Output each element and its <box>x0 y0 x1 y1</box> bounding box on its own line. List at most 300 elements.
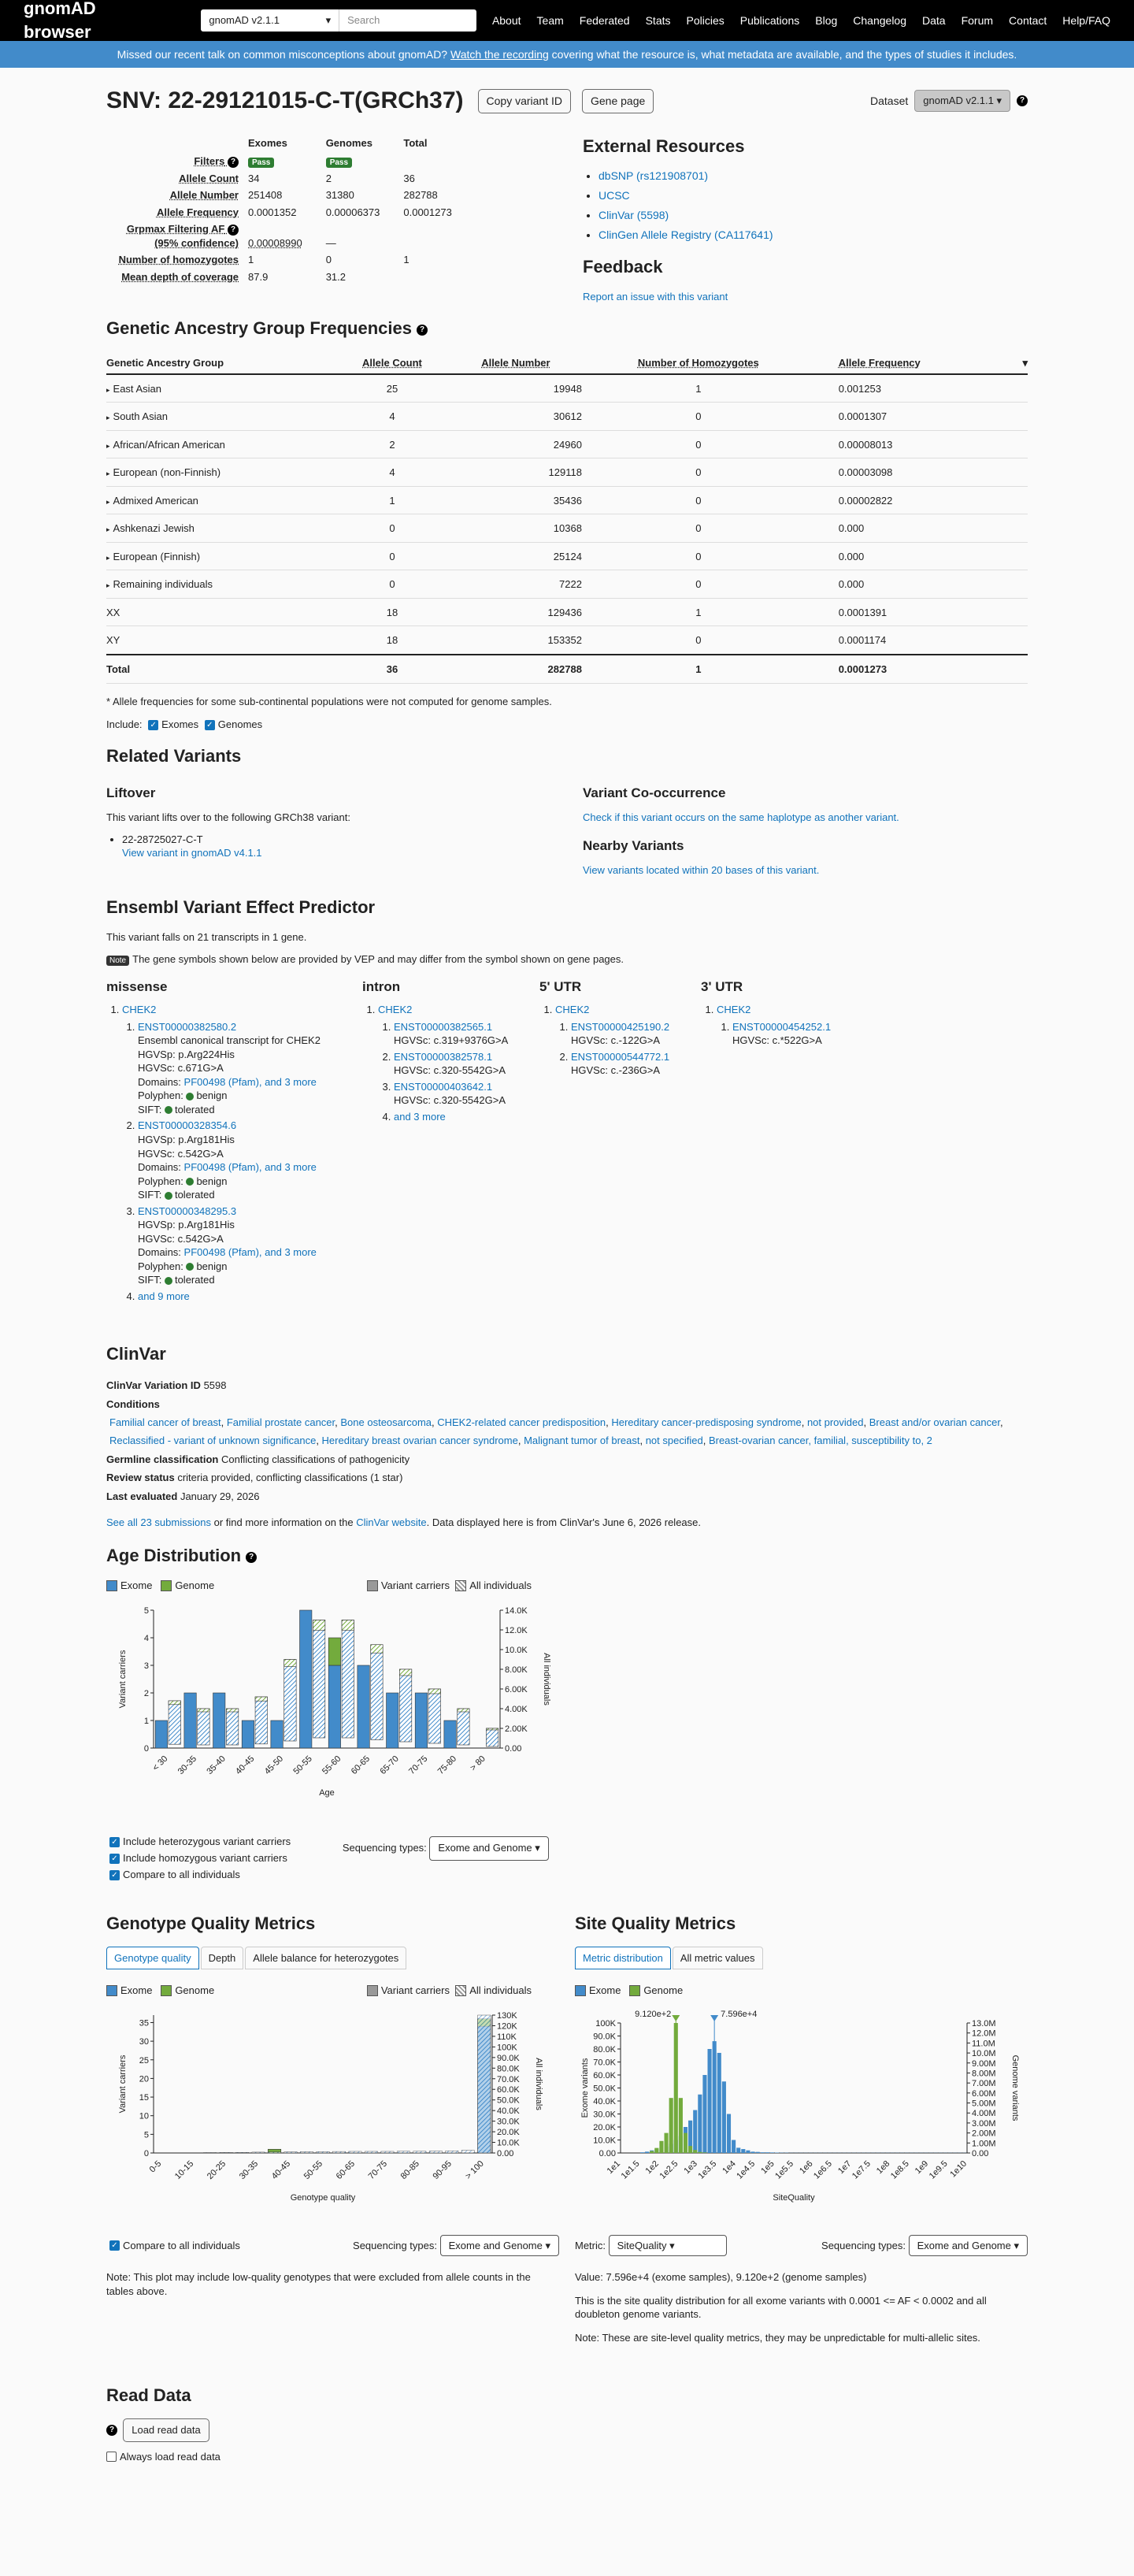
exome-bar <box>765 2152 769 2153</box>
announcement-banner: Missed our recent talk on common misconceptions about gnomAD? Watch the recording covering what the resource is, what metadata are available, and the types of studies it includes. <box>0 41 1134 68</box>
y2-tick-label: 60.0K <box>497 2084 520 2095</box>
exome-swatch <box>575 1985 586 1996</box>
condition-link[interactable]: Familial prostate cancer <box>226 1416 335 1428</box>
pass-badge: Pass <box>326 158 352 168</box>
all-individuals-genome-bar <box>226 1709 238 1712</box>
y2-tick-label: 10.0K <box>497 2138 520 2148</box>
genome-arrow-icon <box>672 2015 680 2021</box>
pfam-link[interactable]: PF00498 (Pfam) <box>183 1246 259 1259</box>
exome-bar <box>761 2152 765 2153</box>
exome-value-label: 7.596e+4 <box>721 2009 758 2019</box>
genome-bar <box>665 2132 669 2152</box>
y2-tick-label: 3.00M <box>972 2118 996 2129</box>
nav-link[interactable]: Contact <box>1009 13 1047 27</box>
transcript-link[interactable]: ENST00000425190.2 <box>571 1020 670 1033</box>
nav-link[interactable]: Forum <box>961 13 994 27</box>
exome-bar <box>702 2075 706 2153</box>
exome-bar <box>415 1693 427 1748</box>
logo[interactable]: gnomAD browser <box>24 0 96 42</box>
expand-caret-icon[interactable]: ▸ <box>106 470 110 478</box>
table-row[interactable]: ▸ European (Finnish) 0 25124 0 0.000 <box>106 542 1028 570</box>
genome-bar <box>654 2147 658 2152</box>
x-tick-label: 70-75 <box>407 1754 430 1776</box>
dataset-label: Dataset <box>870 94 909 107</box>
x-tick-label: 30-35 <box>176 1754 199 1776</box>
y-tick-label: 1 <box>143 1716 149 1726</box>
read-help-icon[interactable]: ? <box>106 2425 117 2436</box>
condition-link[interactable]: Reclassified - variant of unknown significance <box>109 1435 317 1447</box>
sq-legend: Exome Genome <box>575 1984 1028 1998</box>
age-help-icon[interactable]: ? <box>246 1552 257 1563</box>
genome-swatch <box>629 1985 640 1996</box>
ancestry-help-icon[interactable]: ? <box>417 325 428 336</box>
y2-tick-label: 4.00M <box>972 2108 996 2118</box>
y-tick-label: 60.0K <box>593 2070 616 2080</box>
y-tick-label: 25 <box>139 2055 149 2066</box>
table-row: XX 18 129436 1 0.0001391 <box>106 598 1028 626</box>
y2-tick-label: 10.0K <box>505 1645 528 1655</box>
y2-tick-label: 90.0K <box>497 2053 520 2063</box>
tolerated-dot-icon <box>165 1277 172 1285</box>
all-individuals-bar <box>284 2151 297 2152</box>
transcript-link[interactable]: ENST00000454252.1 <box>732 1020 832 1033</box>
genome-bar <box>679 2098 683 2153</box>
tab-metric-distribution[interactable]: Metric distribution <box>575 1947 671 1970</box>
include-row: Include: ✓ Exomes ✓ Genomes <box>106 718 263 731</box>
y2-tick-label: 8.00K <box>505 1665 528 1675</box>
genome-bar <box>688 2146 692 2153</box>
table-row[interactable]: ▸ African/African American 2 24960 0 0.00008013 <box>106 430 1028 458</box>
clingen-link[interactable]: ClinGen Allele Registry (CA117641) <box>598 228 773 241</box>
x-tick-label: 55-60 <box>321 1754 343 1776</box>
dbsnp-link[interactable]: dbSNP (rs121908701) <box>598 169 709 183</box>
exome-bar <box>640 2152 644 2153</box>
sq-title: Site Quality Metrics <box>575 1913 736 1933</box>
y2-tick-label: 5.00M <box>972 2099 996 2109</box>
y2-axis-label: Genome variants <box>1010 2054 1020 2121</box>
nav-link[interactable]: Federated <box>579 13 630 27</box>
clinvar-website-link[interactable]: ClinVar website <box>356 1516 427 1528</box>
all-individuals-genome-bar <box>284 1659 296 1666</box>
y-tick-label: 40.0K <box>593 2096 616 2106</box>
x-tick-label: 40-45 <box>234 1754 257 1776</box>
nearby-title: Nearby Variants <box>583 837 684 853</box>
carriers-swatch <box>367 1985 378 1996</box>
y2-tick-label: 6.00K <box>505 1684 528 1694</box>
metric-select[interactable]: SiteQuality ▾ <box>609 2235 727 2257</box>
tab-genotype-quality[interactable]: Genotype quality <box>106 1947 199 1970</box>
age-legend: Exome Genome Variant carriers All individuals <box>106 1579 532 1593</box>
all-individuals-bar <box>317 2151 329 2153</box>
condition-link[interactable]: CHEK2-related cancer predisposition <box>437 1416 606 1428</box>
transcript-link[interactable]: ENST00000382580.2 <box>138 1020 237 1033</box>
table-row[interactable]: ▸ Admixed American 1 35436 0 0.00002822 <box>106 486 1028 514</box>
transcript-link[interactable]: ENST00000348295.3 <box>138 1204 237 1217</box>
y-tick-label: 3 <box>143 1661 149 1671</box>
nav-link[interactable]: Changelog <box>853 13 907 27</box>
all-individuals-bar <box>300 2151 313 2153</box>
y2-tick-label: 20.0K <box>497 2127 520 2137</box>
exome-bar <box>387 1693 398 1748</box>
age-title: Age Distribution ? <box>106 1544 1028 1568</box>
condition-link[interactable]: Breast-ovarian cancer, familial, susceptibility to, 2 <box>708 1435 932 1447</box>
read-data-title: Read Data <box>106 2385 191 2406</box>
y-tick-label: 30.0K <box>593 2110 616 2120</box>
gq-compare-checkbox[interactable]: ✓ <box>109 2240 120 2251</box>
help-icon[interactable]: ? <box>1017 95 1028 106</box>
genome-swatch <box>161 1985 172 1996</box>
x-tick-label: 50-55 <box>302 2158 325 2181</box>
expand-caret-icon[interactable]: ▸ <box>106 581 110 590</box>
x-tick-label: 45-50 <box>262 1754 286 1776</box>
all-individuals-bar <box>478 2015 491 2153</box>
exome-bar <box>444 1720 456 1748</box>
exome-bar <box>746 2150 750 2152</box>
y2-tick-label: 7.00M <box>972 2078 996 2088</box>
all-individuals-bar <box>397 2151 410 2152</box>
y-tick-label: 5 <box>143 1605 149 1616</box>
copy-variant-id-button[interactable]: Copy variant ID <box>478 89 571 113</box>
y2-tick-label: 100K <box>497 2043 517 2053</box>
related-title: Related Variants <box>106 745 242 766</box>
clinvar-section: ClinVar Variation ID 5598 Conditions Familial cancer of breast, Familial prostate cancer, Bone osteosarcoma, CHEK2-related cancer predisposition, Hereditary cancer-predisposing syndrome, not provided, Breast and/or ovarian cancer, Reclassified - variant of unknown significance, Hereditary breast ovarian cancer syndrome, Malignant tumor of breast, not specified, Breast-ovarian cancer, familial, susceptibility to, 2 Germline classification Conflicting classifications of pathogenicity Review status criteria provided, conflicting classifications (1 star) Last evaluated January 29, 2026 See all 23 submissions or find more information on the ClinVar website. Data displayed here is from ClinVar's June 6, 2026 release. <box>106 1379 1003 1528</box>
x-tick-label: 1e4 <box>721 2158 738 2176</box>
chevron-down-icon: ▾ <box>325 14 332 27</box>
condition-link[interactable]: Breast and/or ovarian cancer <box>869 1416 1000 1428</box>
gq-legend: Exome Genome Variant carriers All individuals <box>106 1984 532 1998</box>
genome-swatch <box>161 1580 172 1591</box>
y2-tick-label: 10.0M <box>972 2048 996 2058</box>
genome-bar <box>684 2132 687 2152</box>
nav-link[interactable]: Data <box>922 13 946 27</box>
table-row[interactable]: ▸ East Asian 25 19948 1 0.001253 <box>106 374 1028 403</box>
all-individuals-exome-bar <box>284 1659 296 1741</box>
gq-title: Genotype Quality Metrics <box>106 1913 316 1933</box>
exome-bar <box>756 2151 760 2152</box>
x-tick-label: 65-70 <box>378 1754 401 1776</box>
x-tick-label: 10-15 <box>172 2158 196 2181</box>
dataset-dropdown[interactable]: gnomAD v2.1.1 ▾ <box>914 90 1010 112</box>
tab-all-metric-values[interactable]: All metric values <box>673 1947 763 1970</box>
table-row: Total 36 282788 1 0.0001273 <box>106 655 1028 683</box>
all-individuals-genome-bar <box>313 1620 324 1630</box>
col-allele-frequency[interactable]: Allele Frequency <box>838 357 921 369</box>
all-individuals-exome-bar <box>198 1709 209 1745</box>
carriers-swatch <box>367 1580 378 1591</box>
condition-link[interactable]: not specified <box>645 1435 703 1447</box>
y2-tick-label: 110K <box>497 2032 517 2042</box>
all-individuals-swatch <box>455 1985 466 1996</box>
y-tick-label: 0.00 <box>598 2148 616 2158</box>
view-v4-link[interactable]: View variant in gnomAD v4.1.1 <box>122 847 262 859</box>
nav-link[interactable]: Blog <box>815 13 838 27</box>
feedback-title: Feedback <box>583 256 663 277</box>
all-individuals-exome-bar <box>226 1709 238 1745</box>
vep-consequences: missense 1. CHEK2 1. ENST00000382580.2 Ensembl canonical transcript for CHEK2 HGVSp: p.Arg224His HGVSc: c.671G>A Domains: PF00498 (Pfam), and 3 more Polyphen: benign SIFT: tolerated 2. ENST00000328354.6 HGVSp: p.Arg181His HGVSc: c.542G>A Domains: PF00498 (Pfam), and 3 more Polyphen: benign SIFT: tolerated 3. ENST00000348295.3 HGVSp: p.Arg181His HGVSc: c.542G>A Domains: PF00498 (Pfam), and 3 more Polyphen: benign SIFT: tolerated 4. and 9 more intron 1. CHEK2 1. ENST00000382565.1 HGVSc: c.319+9376G>A 2. ENST00000382578.1 HGVSc: c.320-5542G>A 3. ENST00000403642.1 HGVSc: c.320-5542G>A 4. and 3 more 5' UTR 1. CHEK2 1. ENST00000425190.2 HGVSc: c.-122G>A 2. ENST00000544772.1 HGVSc: c.-236G>A 3' UTR 1. CHEK2 1. ENST00000454252.1 HGVSc: c.*522G>A <box>106 978 1028 1305</box>
x-tick-label: 1e6.5 <box>812 2158 835 2181</box>
y2-tick-label: 4.00K <box>505 1704 528 1714</box>
condition-link[interactable]: Bone osteosarcoma <box>340 1416 432 1428</box>
all-individuals-bar <box>203 2152 216 2153</box>
all-individuals-genome-bar <box>458 1709 469 1712</box>
transcript-link[interactable]: ENST00000382565.1 <box>394 1020 493 1033</box>
exomes-checkbox[interactable]: ✓ <box>148 720 158 730</box>
dataset-select[interactable]: gnomAD v2.1.1 ▾ <box>201 9 339 32</box>
all-individuals-genome-bar <box>255 1697 267 1701</box>
gq-seq-type-select[interactable]: Exome and Genome ▾ <box>440 2235 559 2257</box>
and-3-more-link[interactable]: and 3 more <box>394 1110 446 1123</box>
homozygous-checkbox[interactable]: ✓ <box>109 1854 120 1864</box>
exome-bar <box>242 1720 254 1748</box>
exome-bar <box>708 2049 712 2153</box>
col-homozygotes[interactable]: Number of Homozygotes <box>637 357 759 369</box>
condition-link[interactable]: Familial cancer of breast <box>109 1416 221 1428</box>
table-row[interactable]: ▸ South Asian 4 30612 0 0.0001307 <box>106 403 1028 431</box>
all-individuals-bar <box>235 2152 248 2153</box>
ucsc-link[interactable]: UCSC <box>598 189 630 202</box>
compare-all-checkbox[interactable]: ✓ <box>109 1870 120 1880</box>
all-individuals-exome-bar <box>313 1620 324 1738</box>
exome-bar <box>727 2114 731 2153</box>
table-row[interactable]: ▸ European (non-Finnish) 4 129118 0 0.00003098 <box>106 458 1028 487</box>
always-load-checkbox[interactable] <box>106 2452 117 2462</box>
exome-swatch <box>106 1985 117 1996</box>
tab-depth[interactable]: Depth <box>201 1947 244 1970</box>
nav-link[interactable]: Publications <box>739 13 800 27</box>
exome-bar <box>271 1720 283 1748</box>
x-axis-label: Genotype quality <box>290 2192 356 2203</box>
genomes-checkbox[interactable]: ✓ <box>205 720 215 730</box>
y-tick-label: 50.0K <box>593 2084 616 2094</box>
condition-link[interactable]: not provided <box>806 1416 864 1428</box>
x-tick-label: 75-80 <box>435 1754 459 1776</box>
nav-link[interactable]: About <box>491 13 521 27</box>
condition-link[interactable]: Malignant tumor of breast <box>524 1435 640 1447</box>
x-tick-label: 60-65 <box>334 2158 358 2181</box>
x-tick-label: > 80 <box>468 1754 487 1773</box>
x-tick-label: 1e1 <box>605 2158 623 2176</box>
expand-caret-icon[interactable]: ▸ <box>106 525 110 534</box>
exome-arrow-icon <box>710 2015 718 2021</box>
y-tick-label: 70.0K <box>593 2058 616 2068</box>
exome-bar <box>300 1610 312 1748</box>
benign-dot-icon <box>186 1093 194 1101</box>
all-individuals-bar <box>413 2151 426 2152</box>
all-submissions-link[interactable]: See all 23 submissions <box>106 1516 211 1528</box>
expand-caret-icon[interactable]: ▸ <box>106 497 110 506</box>
vep-title: Ensembl Variant Effect Predictor <box>106 897 376 918</box>
expand-caret-icon[interactable]: ▸ <box>106 553 110 562</box>
all-individuals-exome-bar <box>458 1709 469 1745</box>
all-individuals-bar <box>349 2151 361 2153</box>
benign-dot-icon <box>186 1178 194 1186</box>
y2-tick-label: 9.00M <box>972 2058 996 2069</box>
pfam-link[interactable]: PF00498 (Pfam) <box>183 1075 259 1088</box>
genome-bar <box>669 2098 673 2153</box>
expand-caret-icon[interactable]: ▸ <box>106 441 110 450</box>
all-individuals-genome-bar <box>198 1709 209 1712</box>
x-tick-label: 1e10 <box>948 2158 969 2180</box>
y-axis-label: Variant carriers <box>118 2054 128 2114</box>
genome-bar <box>650 2151 654 2153</box>
and-9-more-link[interactable]: and 9 more <box>138 1290 190 1302</box>
expand-caret-icon[interactable]: ▸ <box>106 414 110 422</box>
ancestry-table <box>106 351 1028 684</box>
transcript-link[interactable]: ENST00000382578.1 <box>394 1050 493 1063</box>
gene-link[interactable]: CHEK2 <box>122 1004 157 1016</box>
y2-tick-label: 120K <box>497 2021 517 2032</box>
x-tick-label: < 30 <box>150 1754 170 1773</box>
genome-bar <box>698 2151 702 2152</box>
y2-tick-label: 12.0K <box>505 1625 528 1635</box>
expand-caret-icon[interactable]: ▸ <box>106 385 110 394</box>
transcript-link[interactable]: ENST00000328354.6 <box>138 1119 237 1132</box>
all-individuals-genome-bar <box>371 1644 383 1653</box>
table-row[interactable]: ▸ Remaining individuals 0 7222 0 0.000 <box>106 570 1028 599</box>
col-allele-number[interactable]: Allele Number <box>481 357 550 369</box>
x-tick-label: 1e5.5 <box>773 2158 796 2181</box>
watch-recording-link[interactable]: Watch the recording <box>450 47 549 61</box>
genome-bar <box>693 2150 697 2153</box>
gene-page-button[interactable]: Gene page <box>582 89 654 113</box>
nav-link[interactable]: Help/FAQ <box>1062 13 1110 27</box>
y-tick-label: 5 <box>143 2129 149 2140</box>
nav-links <box>476 13 1110 28</box>
table-row: XY 18 153352 0 0.0001174 <box>106 626 1028 655</box>
all-individuals-exome-bar <box>399 1669 411 1742</box>
y2-tick-label: 2.00K <box>505 1724 528 1734</box>
exome-bar <box>358 1665 369 1748</box>
y2-tick-label: 11.0M <box>972 2039 995 2049</box>
x-tick-label: 1e2 <box>643 2158 662 2176</box>
x-tick-label: 1e8.5 <box>888 2158 911 2181</box>
x-tick-label: 90-95 <box>431 2158 454 2181</box>
y2-tick-label: 0.00 <box>972 2148 989 2158</box>
gene-link[interactable]: CHEK2 <box>555 1004 590 1016</box>
load-read-data-button[interactable]: Load read data <box>123 2418 209 2442</box>
x-tick-label: 1e8 <box>874 2158 892 2176</box>
y2-tick-label: 2.00M <box>972 2129 996 2139</box>
y-axis-label: Variant carriers <box>118 1650 128 1708</box>
all-individuals-genome-bar <box>169 1701 180 1705</box>
x-tick-label: 1e5 <box>759 2158 776 2176</box>
all-individuals-exome-bar <box>486 1728 498 1746</box>
y2-tick-label: 8.00M <box>972 2069 996 2079</box>
grpmax-help-icon[interactable]: ? <box>228 225 239 236</box>
exome-swatch <box>106 1580 117 1591</box>
sq-seq-type-select[interactable]: Exome and Genome ▾ <box>909 2235 1028 2257</box>
all-individuals-bar <box>220 2152 232 2153</box>
y-tick-label: 0 <box>143 2148 149 2158</box>
external-links <box>598 169 1028 243</box>
x-tick-label: 30-35 <box>237 2158 261 2181</box>
exome-bar <box>155 1720 167 1748</box>
y-tick-label: 35 <box>139 2018 149 2029</box>
all-individuals-exome-bar <box>371 1644 383 1739</box>
gene-link[interactable]: CHEK2 <box>717 1004 751 1016</box>
genome-bar <box>702 2152 706 2153</box>
exome-bar <box>328 1665 340 1748</box>
y-tick-label: 0 <box>143 1743 149 1754</box>
all-individuals-swatch <box>455 1580 466 1591</box>
transcript-link[interactable]: ENST00000544772.1 <box>571 1050 670 1063</box>
y2-tick-label: 1.00M <box>972 2138 996 2148</box>
x-tick-label: 20-25 <box>205 2158 228 2181</box>
clinvar-link[interactable]: ClinVar (5598) <box>598 208 669 221</box>
nav-link[interactable]: Team <box>536 13 564 27</box>
tolerated-dot-icon <box>165 1106 172 1114</box>
x-tick-label: 35-40 <box>205 1754 228 1776</box>
x-tick-label: 60-65 <box>349 1754 372 1776</box>
exome-bar <box>698 2094 702 2152</box>
cooccurrence-link[interactable]: Check if this variant occurs on the same haplotype as another variant. <box>583 811 899 824</box>
x-tick-label: 80-85 <box>398 2158 421 2181</box>
x-tick-label: 1e6 <box>798 2158 815 2176</box>
transcript-link[interactable]: ENST00000403642.1 <box>394 1080 493 1093</box>
exome-bar <box>732 2140 736 2153</box>
top-navbar <box>0 0 1134 41</box>
y-tick-label: 20.0K <box>593 2122 616 2132</box>
genotype-quality-chart <box>106 2007 555 2220</box>
y-tick-label: 20 <box>139 2074 149 2084</box>
cooccurrence-title: Variant Co-occurrence <box>583 785 726 801</box>
y-tick-label: 100K <box>595 2018 616 2029</box>
y2-tick-label: 30.0K <box>497 2117 520 2127</box>
search-input[interactable]: Search <box>339 9 476 32</box>
condition-link[interactable]: Hereditary cancer-predisposing syndrome <box>611 1416 802 1428</box>
report-issue-link[interactable]: Report an issue with this variant <box>583 291 728 303</box>
col-allele-count[interactable]: Allele Count <box>362 357 422 369</box>
filters-help-icon[interactable]: ? <box>228 157 239 168</box>
table-row[interactable]: ▸ Ashkenazi Jewish 0 10368 0 0.000 <box>106 514 1028 543</box>
all-individuals-genome-bar <box>486 1728 498 1730</box>
ancestry-title: Genetic Ancestry Group Frequencies ? <box>106 317 1028 340</box>
nav-link[interactable]: Policies <box>686 13 724 27</box>
x-tick-label: 40-45 <box>269 2158 293 2181</box>
nav-link[interactable]: Stats <box>645 13 671 27</box>
x-tick-label: 1e1.5 <box>619 2158 642 2181</box>
tab-allele-balance[interactable]: Allele balance for heterozygotes <box>245 1947 406 1970</box>
col-group[interactable]: Genetic Ancestry Group <box>106 351 335 374</box>
y2-tick-label: 14.0K <box>505 1605 528 1616</box>
liftover-title: Liftover <box>106 785 156 801</box>
note-badge: Note <box>106 956 129 966</box>
all-individuals-bar <box>268 2151 280 2152</box>
nearby-link[interactable]: View variants located within 20 bases of this variant. <box>583 863 820 876</box>
all-individuals-exome-bar <box>342 1620 354 1738</box>
heterozygous-checkbox[interactable]: ✓ <box>109 1837 120 1847</box>
x-tick-label: 1e2.5 <box>658 2158 680 2181</box>
y-tick-label: 30 <box>139 2036 149 2047</box>
age-seq-type-select[interactable]: Exome and Genome ▾ <box>429 1836 548 1861</box>
exome-bar <box>741 2149 745 2153</box>
exome-bar <box>736 2147 740 2153</box>
x-tick-label: 1e7 <box>836 2158 854 2176</box>
gq-tabs <box>106 1947 559 1970</box>
y-tick-label: 10 <box>139 2111 149 2121</box>
x-tick-label: 0-5 <box>147 2158 164 2175</box>
all-individuals-bar <box>252 2152 265 2153</box>
all-individuals-genome-bar <box>342 1620 354 1630</box>
pass-badge: Pass <box>248 158 274 168</box>
x-tick-label: > 100 <box>463 2158 486 2181</box>
gene-link[interactable]: CHEK2 <box>378 1004 413 1016</box>
pfam-link[interactable]: PF00498 (Pfam) <box>183 1161 259 1174</box>
y2-tick-label: 12.0M <box>972 2029 996 2039</box>
condition-link[interactable]: Hereditary breast ovarian cancer syndrome <box>321 1435 518 1447</box>
y2-tick-label: 6.00M <box>972 2088 996 2099</box>
all-individuals-genome-bar <box>399 1669 411 1676</box>
